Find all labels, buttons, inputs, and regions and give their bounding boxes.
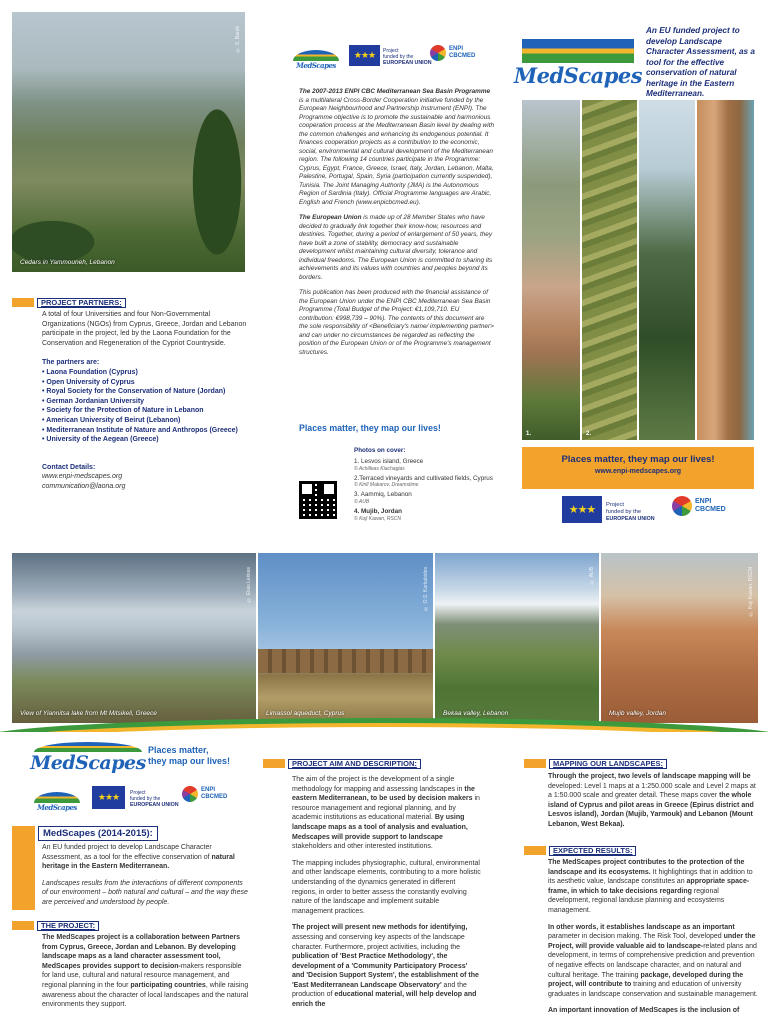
aim-text: The aim of the project is the development of a single methodology for mapping and assessing landscapes in the eastern Mediterranean, to be used by decision makers in resource management and regional planning, and by academic institutions as educational material. By using landscape maps as a tool of analysis and evaluation, Medscapes will provide support to landscape stakeholders and other interested institutions. The mapping includes physiographic, cultural, environmental and other landscape elements, contributing to a more holistic understanding of the dynamics generated in different regions, in order to better assess the constantly evolving nature of the landscape and implement suitable management practices. The project will present new methods for identifying, assessing and conserving key aspects of the landscape character. Furthermore, project activities, including the publication of 'Best Practice Methodology', the development of a 'Community Participatory Process' and 'Decision Support System', the establishment of the 'East Mediterranean Landscape Observatory' and the production of educational material, will help develop and enrich the [292,776,481,1009]
photo-credit: © S. Barak [235,26,241,53]
partners-heading-label: PROJECT PARTNERS: [37,298,126,308]
heading-bar [524,759,546,768]
heading-bar [12,921,34,930]
medscapes-heading: MedScapes (2014-2015): [38,826,158,841]
enpi-logo: ENPI CBCMED [182,786,227,802]
partner-item: • Society for the Protection of Nature in Lebanon [42,407,204,415]
aim-heading-label: PROJECT AIM AND DESCRIPTION: [288,759,421,769]
enpi-programme-text: The 2007-2013 ENPI CBC Mediterranean Sea Basin Programme is a multilateral Cross-Border Cooperation initiative funded by the European Neighbourhood and Partnership Instrument (ENPI). The Programme objective is to promote the sustainable and harmonious cooperation process at the Mediterranean Basin level by dealing with the common challenges and enhancing its endogenous potential. It finances cooperation projects as a contribution to the economic, social, environmental and cultural development of the Mediterranean region. The following 14 countries participate in the Programme: Cyprus, Egypt, France, Greece, Israel, Italy, Jordan, Lebanon, Malta, Palestine, Portugal, Spain, Syria (participation currently suspended), Tunisia. The Joint Managing Authority (JMA) is the Autonomous Region of Sardinia (Italy). Official Programme languages are Arabic, English and French (www.enpicbcmed.eu). The European Union is made up of 28 Member States who have decided to gradually link together their know-how, resources and destinies. Together, during a period of enlargement of 50 years, they have built a zone of stability, democracy and sustainable development whilst maintaining cultural diversity, tolerance and individual freedoms. The European Union is committed to sharing its achievements and its values with countries and peoples beyond its borders. This publication has been produced with the financial assistance of the European Union under the ENPI CBC Mediterranean Sea Basin Programme (Total Budget of the Project: €1,109,710. EU contribution: €998,739 – 90%). The contents of this document are the sole responsibility of <Beneficiary's name/ implementing partner> and can under no circumstances be regarded as reflecting the position of the European Union or of the Programme's management structures. [299,88,495,356]
cover-photo-credit: © Achilleas Kiachagias [354,465,405,472]
cover-photo-title: 3. Aammiq, Lebanon [354,491,412,499]
orange-side-bar [12,826,35,910]
partners-intro: A total of four Universities and four Non-Governmental Organizations (NGOs) from Cyprus, Greece, Jordan and Lebanon participate in the project, led by the Laona Foundation for the Conservation and Regeneration of the Cypriot Countryside. [42,311,247,347]
logo-word: MedScapes [513,63,643,88]
enpi-sun-icon [430,45,446,61]
cover-slogan: Places matter, they map our lives! [561,454,715,465]
logo-arc [522,39,634,63]
eu-flag-icon: ★★★ [562,496,602,523]
cover-photo-title: 2.Terraced vineyards and cultivated fields, Cyprus [354,474,493,482]
results-text: The MedScapes project contributes to the protection of the landscape and its ecosystems. It highlightings that in addition to its aesthetic value, landscape constitutes an appropriate space-frame, in which to take decisions regarding regional development, regional landuse planning and ecosystems management. In other words, it establishes landscape as an important parameter in decision making. The Risk Tool, developed under the Project, will provide valuable aid to landscape-related plans and development, in terms of comprehensive prediction and prevention of negative effects on landscape character, and on natural and cultural heritage. The training package, developed during the project, will contribute to training and education of university graduates in landscape conservation and sustainable management. An important innovation of MedScapes is the inclusion of [548,859,758,1015]
strip-photo-aqueduct: © O.S. Karkabides Limassol aqueduct, Cyprus [258,553,433,723]
contact-heading: Contact Details: [42,463,96,471]
partner-item: • Mediterranean Institute of Nature and Anthropos (Greece) [42,426,238,434]
cover-photo-title: 4. Mujib, Jordan [354,508,402,516]
heading-bar [524,846,546,855]
cover-photo-mujib [697,100,754,440]
cover-photo-lesvos: 1. [522,100,580,440]
mapping-heading [524,759,667,768]
results-heading-label: EXPECTED RESULTS: [549,846,636,856]
cedars-photo [12,12,245,272]
eu-caption: Project funded by the EUROPEAN UNION [383,48,432,66]
enpi-sun-icon [672,496,692,516]
cover-photo-credit: © Kirill Makarov, Dreamstime [354,482,419,489]
partner-item: • Open University of Cyprus [42,378,135,386]
partner-item: • University of the Aegean (Greece) [42,436,159,444]
logo-word: MedScapes [37,803,77,812]
cover-slogan-band [522,447,754,489]
mapping-heading-label: MAPPING OUR LANDSCAPES: [549,759,667,769]
medscapes-logo-small [34,788,80,812]
eu-caption: Project funded by the EUROPEAN UNION [130,790,179,808]
cover-photo-vineyards: 2. [582,100,637,440]
medscapes-logo-bottom [30,740,146,774]
slogan-bottom: Places matter, they map our lives! [148,745,231,766]
project-heading-label: THE PROJECT: [37,921,99,931]
project-text: The MedScapes project is a collaboration between Partners from Cyprus, Greece, Jordan and Lebanon. By developing landscape maps as a land character assessment tool, MedScapes provides support to decision-makers responsible for land use, cultural and natural resource management, and regional planning in the four participating countries, while raising awareness about the character of local landscapes and the natural environments they support. [42,934,249,1009]
eu-flag-icon: ★★★ [349,45,380,66]
slogan-top: Places matter, they map our lives! [299,423,441,433]
strip-photo-lake: © Elias Lekkas View of Yiannitsa lake from Mt Mitsikeli, Greece [12,553,256,723]
eu-caption: Project funded by the EUROPEAN UNION [606,502,655,522]
cover-photo-title: 1. Lesvos island, Greece [354,457,424,465]
eu-flag-icon: ★★★ [92,786,125,809]
logo-word: MedScapes [296,61,336,70]
aim-heading [263,759,421,768]
qr-code[interactable] [299,481,337,519]
cover-photo-credit: © AUB [354,499,370,506]
mapping-text: Through the project, two levels of landscape mapping will be developed: Level 1 maps at a 1:250.000 scale and Level 2 maps at a 1:50.000 scale and greater detail. These maps cover the whole island of Cyprus and pilot areas in Greece (Epirus district and Lesvos island), Jordan (Mujib, Yarmouk) and Lebanon (Mount Lebanon, West Bekaa). [548,773,756,828]
logo-arc [34,792,80,803]
project-heading [12,921,99,930]
enpi-sun-icon [182,786,198,802]
enpi-logo: ENPI CBCMED [672,496,726,516]
medscapes-intro: An EU funded project to develop Landscape Character Assessment, as a tool for the effective conservation of natural heritage in the Eastern Mediterranean. Landscapes results from the interactions of different components of our environment – both natural and cultural – and the way these are perceived and understood by people. [42,844,248,906]
strip-photo-mujib: © Koji Kawan, RSCN Mujib valley, Jordan [601,553,758,723]
enpi-logo: ENPI CBCMED [430,45,475,61]
contact-web[interactable]: www.enpi-medscapes.org [42,473,123,481]
logo-arc [34,742,142,752]
cover-photo-credit: © Koji Kawan, RSCN [354,515,402,522]
heading-bar [12,298,34,307]
cover-title: An EU funded project to develop Landscape Character Assessment, as a tool for the effective conservation of natural heritage in the Eastern Mediterranean. [646,26,755,98]
partners-list [42,368,247,445]
medscapes-logo-cover [513,28,643,88]
partners-heading [12,298,126,307]
partner-item: • Laona Foundation (Cyprus) [42,368,138,376]
results-heading [524,846,636,855]
partner-item: • Royal Society for the Conservation of Nature (Jordan) [42,388,226,396]
cover-website[interactable]: www.enpi-medscapes.org [594,468,682,475]
decorative-wave [0,718,768,732]
contact-email[interactable]: communication@laona.org [42,482,126,490]
partners-block [42,310,247,492]
heading-bar [263,759,285,768]
partners-are: The partners are: [42,359,100,367]
photo-caption: Cedars in Yammouneh, Lebanon [20,259,115,266]
logo-arc [293,50,339,61]
cover-photos-list: Photos on cover: 1. Lesvos island, Greece © Achilleas Kiachagias 2.Terraced vineyards and cultivated fields, Cyprus © Kirill Makarov, Dreamstime 3. Aammiq, Lebanon © AUB 4. Mujib, Jordan © Koji Kawan, RSCN [354,447,499,522]
strip-photo-bekaa: © AUB Bekaa valley, Lebanon [435,553,599,723]
cover-photo-aammiq [639,100,695,440]
medscapes-logo-small [293,46,339,70]
partner-item: • German Jordanian University [42,397,145,405]
partner-item: • American University of Beirut (Lebanon) [42,416,181,424]
logo-word: MedScapes [30,752,146,774]
